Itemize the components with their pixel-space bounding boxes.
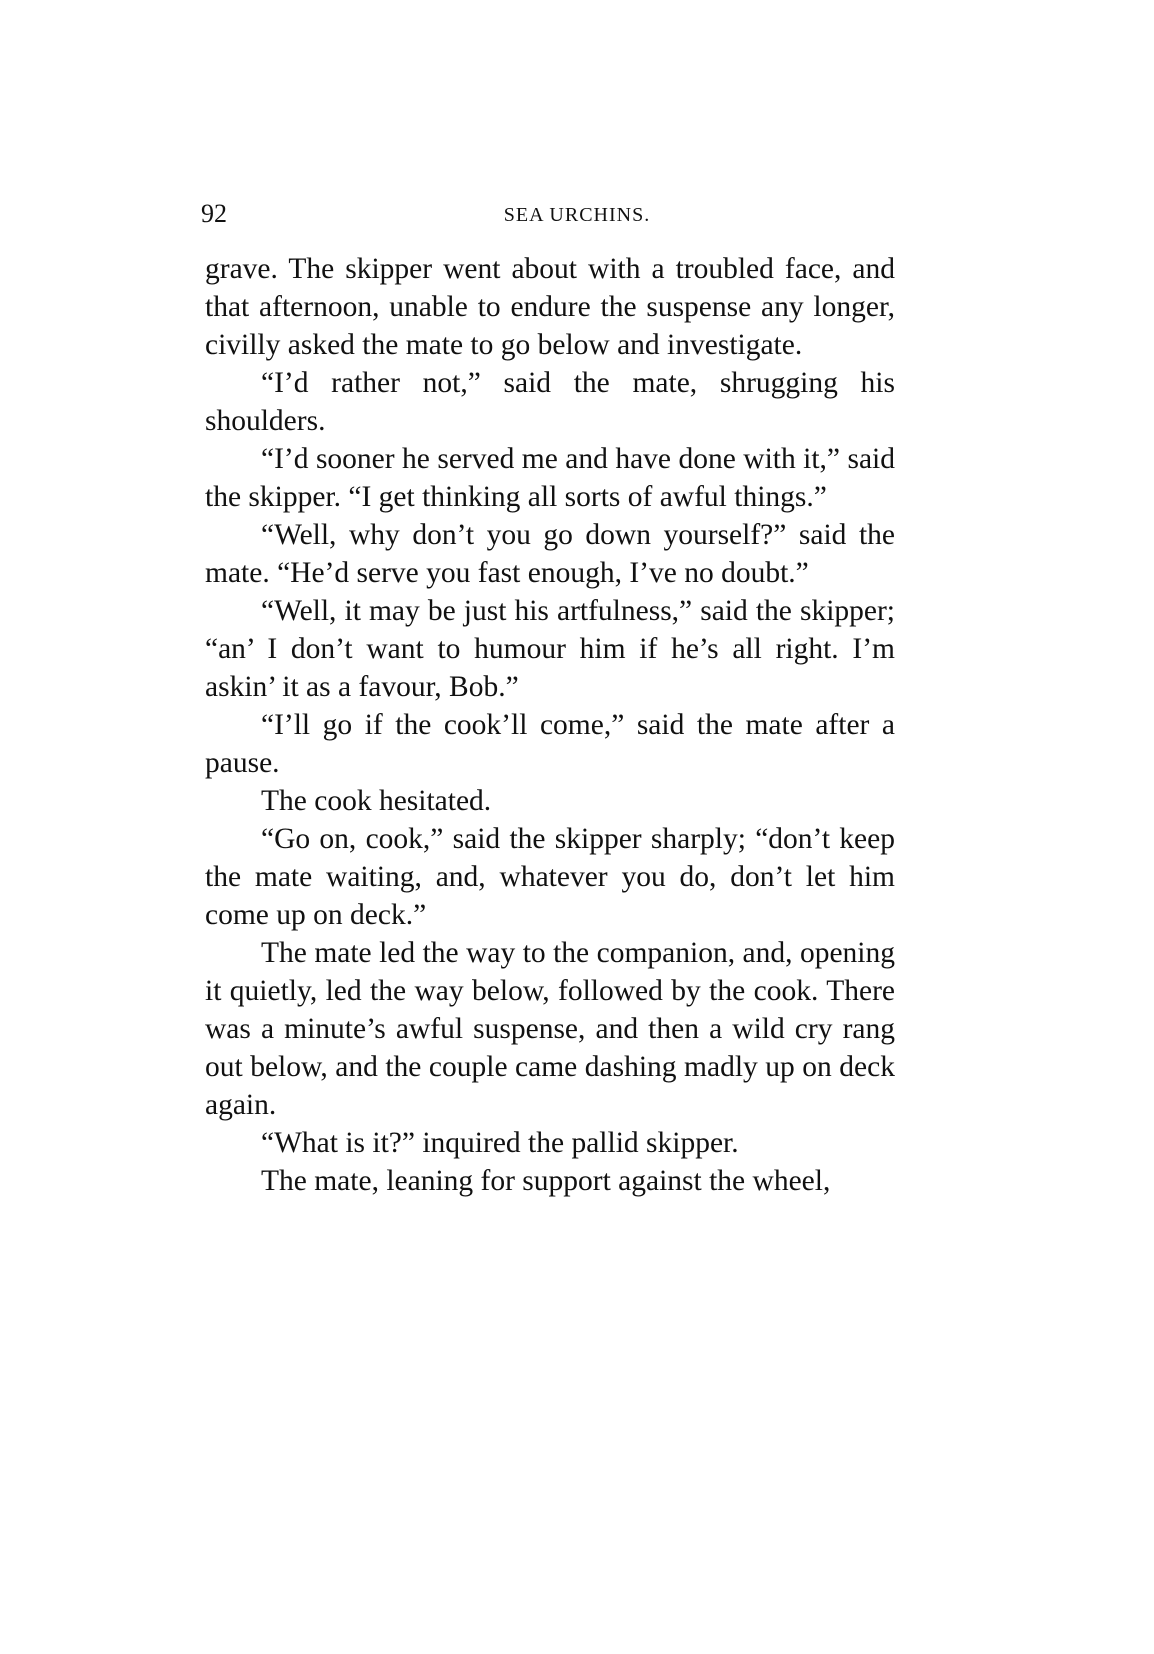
paragraph: “What is it?” inquired the pallid skipper. xyxy=(261,1127,739,1159)
body-text xyxy=(205,250,895,1200)
running-title: SEA URCHINS. xyxy=(503,204,651,226)
paragraph: The mate led the way to the companion, and, opening it quietly, led the way below, followed by the cook. There was a minute’s awful suspense, and then a wild cry rang out below, and the couple came dashing madly up on deck again. xyxy=(205,937,895,1121)
paragraph: “I’d sooner he served me and have done with it,” said the skipper. “I get thinking all sorts of awful things.” xyxy=(205,443,895,513)
paragraph: “I’d rather not,” said the mate, shrugging his shoulders. xyxy=(205,367,895,437)
paragraph: The mate, leaning for support against the wheel, xyxy=(261,1165,831,1197)
page-number: 92 xyxy=(201,199,227,228)
paragraph: “Well, it may be just his artfulness,” said the skipper; “an’ I don’t want to humour him if he’s all right. I’m askin’ it as a favour, Bob.” xyxy=(205,595,895,703)
paragraph: “Well, why don’t you go down yourself?” said the mate. “He’d serve you fast enough, I’ve no doubt.” xyxy=(205,519,895,589)
paragraph: “I’ll go if the cook’ll come,” said the mate after a pause. xyxy=(205,709,895,779)
paragraph: grave. The skipper went about with a troubled face, and that afternoon, unable to endure the suspense any longer, civilly asked the mate to go below and investigate. xyxy=(205,253,895,361)
paragraph: The cook hesitated. xyxy=(261,785,492,817)
paragraph: “Go on, cook,” said the skipper sharply; “don’t keep the mate waiting, and, whatever you do, don’t let him come up on deck.” xyxy=(205,823,895,931)
